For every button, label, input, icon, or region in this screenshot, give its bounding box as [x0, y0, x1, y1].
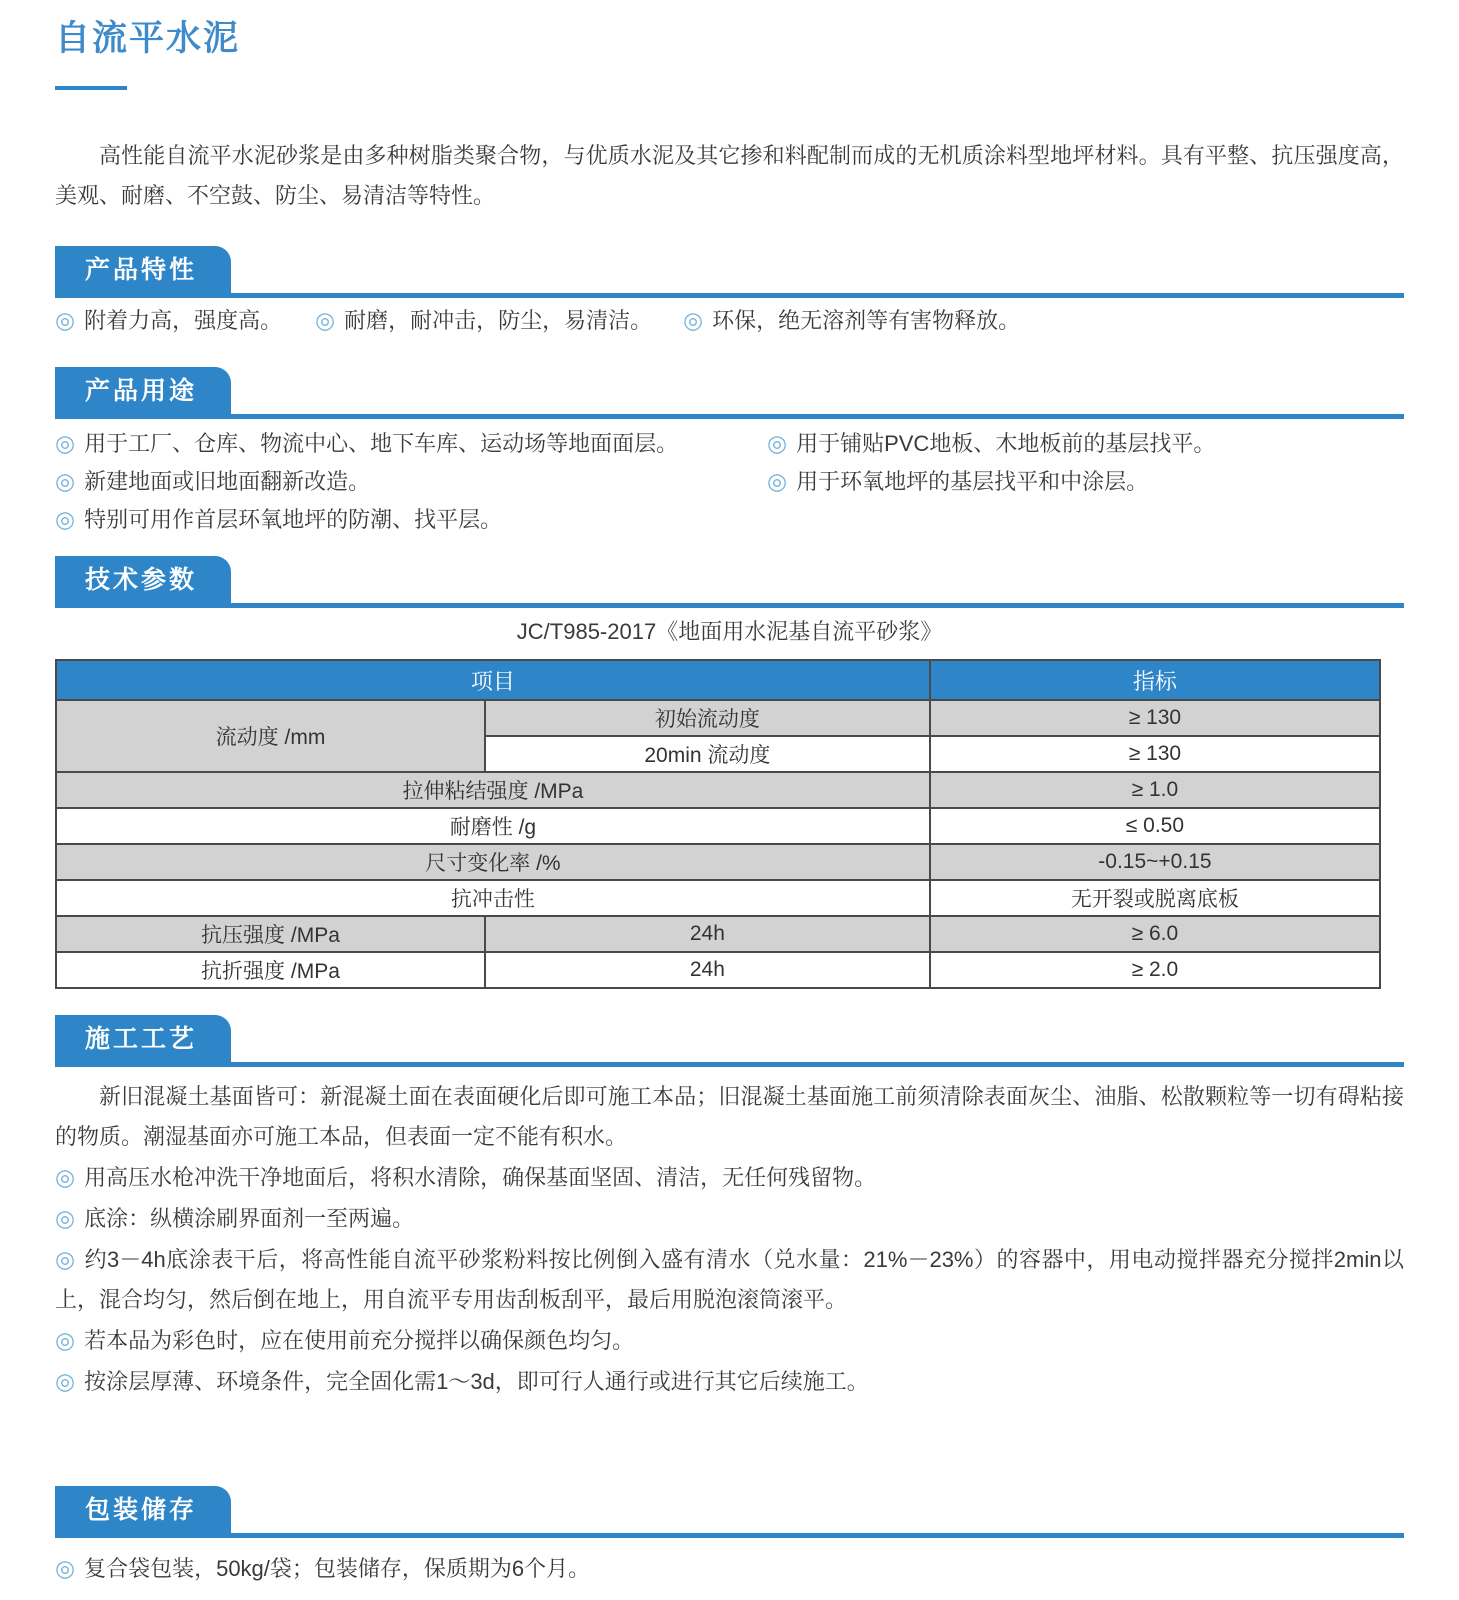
table-cell: ≥ 130: [930, 700, 1380, 736]
table-cell: 初始流动度: [485, 700, 930, 736]
packaging-item-label: 复合袋包装，50kg/袋；包装储存，保质期为6个月。: [84, 1556, 591, 1581]
bullet-icon: ◎: [55, 1327, 76, 1353]
process-item: [55, 1361, 1404, 1402]
section-features-heading: 产品特性: [55, 246, 231, 293]
table-cell: 尺寸变化率 /%: [56, 844, 930, 880]
page-title: 自流平水泥: [55, 19, 241, 58]
section-process-heading: 施工工艺: [55, 1015, 231, 1062]
table-row: [56, 916, 1380, 952]
process-list: [55, 1157, 1404, 1402]
bullet-icon: ◎: [55, 1246, 76, 1272]
bullet-icon: ◎: [315, 307, 336, 333]
use-item-label: 用于工厂、仓库、物流中心、地下车库、运动场等地面面层。: [84, 431, 679, 456]
title-underline: [55, 86, 127, 90]
table-row: [56, 952, 1380, 988]
use-item: [767, 428, 1215, 459]
section-packaging: [55, 1486, 1404, 1589]
table-header-index: 指标: [930, 660, 1380, 700]
section-packaging-heading: 包装储存: [55, 1486, 231, 1533]
section-specs-heading: 技术参数: [55, 556, 231, 603]
process-item: [55, 1239, 1404, 1320]
table-cell: -0.15~+0.15: [930, 844, 1380, 880]
use-item: [55, 428, 767, 459]
use-item-label: 特别可用作首层环氧地坪的防潮、找平层。: [84, 507, 503, 532]
feature-item-label: 耐磨，耐冲击，防尘，易清洁。: [344, 308, 653, 333]
table-cell: 流动度 /mm: [56, 700, 485, 772]
table-row: [56, 808, 1380, 844]
uses-right-column: [767, 428, 1215, 542]
feature-item-label: 环保，绝无溶剂等有害物释放。: [712, 308, 1021, 333]
feature-item: [315, 305, 683, 336]
table-cell: 20min 流动度: [485, 736, 930, 772]
table-cell: 耐磨性 /g: [56, 808, 930, 844]
bullet-icon: ◎: [55, 1164, 76, 1190]
process-item: [55, 1157, 1404, 1198]
use-item: [767, 466, 1215, 497]
bullet-icon: ◎: [55, 506, 76, 532]
bullet-icon: ◎: [55, 1368, 76, 1394]
section-process-banner: [55, 1015, 1404, 1067]
bullet-icon: ◎: [55, 1555, 76, 1581]
table-cell: 24h: [485, 916, 930, 952]
table-cell: 无开裂或脱离底板: [930, 880, 1380, 916]
section-features: [55, 246, 1404, 336]
bullet-icon: ◎: [767, 468, 788, 494]
bullet-icon: ◎: [767, 430, 788, 456]
section-specs-banner: [55, 556, 1404, 608]
section-packaging-banner: [55, 1486, 1404, 1538]
features-list: [55, 305, 1404, 336]
specs-table: [55, 659, 1381, 989]
process-item-label: 用高压水枪冲洗干净地面后，将积水清除，确保基面坚固、清洁，无任何残留物。: [84, 1165, 877, 1190]
bullet-icon: ◎: [55, 430, 76, 456]
specs-table-head: [56, 660, 1380, 700]
table-cell: 抗冲击性: [56, 880, 930, 916]
uses-left-column: [55, 428, 767, 542]
table-header-item: 项目: [56, 660, 930, 700]
specs-table-caption: JC/T985-2017《地面用水泥基自流平砂浆》: [516, 619, 943, 644]
use-item-label: 用于铺贴PVC地板、木地板前的基层找平。: [796, 431, 1216, 456]
section-uses-heading: 产品用途: [55, 367, 231, 414]
section-specs: [55, 556, 1404, 989]
use-item-label: 新建地面或旧地面翻新改造。: [84, 469, 371, 494]
intro-paragraph: 高性能自流平水泥砂浆是由多种树脂类聚合物，与优质水泥及其它掺和料配制而成的无机质涂料型地坪材料。具有平整、抗压强度高，美观、耐磨、不空鼓、防尘、易清洁等特性。: [55, 143, 1404, 208]
table-cell: ≥ 1.0: [930, 772, 1380, 808]
process-item-label: 底涂：纵横涂刷界面剂一至两遍。: [84, 1206, 415, 1231]
table-cell: 拉伸粘结强度 /MPa: [56, 772, 930, 808]
table-cell: 抗折强度 /MPa: [56, 952, 485, 988]
feature-item: [683, 305, 1020, 336]
packaging-item: [55, 1548, 1404, 1589]
table-cell: ≥ 130: [930, 736, 1380, 772]
use-item: [55, 466, 767, 497]
use-item: [55, 504, 767, 535]
table-row: [56, 772, 1380, 808]
table-row: [56, 844, 1380, 880]
process-item-label: 约3－4h底涂表干后，将高性能自流平砂浆粉料按比例倒入盛有清水（兑水量：21%－23%）的容器中，用电动搅拌器充分搅拌2min以上，混合均匀，然后倒在地上，用自流平专用齿刮板刮平，最后用脱泡滚筒滚平。: [55, 1247, 1404, 1312]
bullet-icon: ◎: [55, 468, 76, 494]
process-paragraph: 新旧混凝土基面皆可：新混凝土面在表面硬化后即可施工本品；旧混凝土基面施工前须清除表面灰尘、油脂、松散颗粒等一切有碍粘接的物质。潮湿基面亦可施工本品，但表面一定不能有积水。: [55, 1084, 1404, 1149]
table-cell: 抗压强度 /MPa: [56, 916, 485, 952]
section-uses-banner: [55, 367, 1404, 419]
bullet-icon: ◎: [55, 307, 76, 333]
table-cell: ≥ 2.0: [930, 952, 1380, 988]
table-cell: ≤ 0.50: [930, 808, 1380, 844]
feature-item-label: 附着力高，强度高。: [84, 308, 283, 333]
table-row: [56, 700, 1380, 736]
specs-table-body: [56, 700, 1380, 988]
table-cell: 24h: [485, 952, 930, 988]
uses-columns: [55, 428, 1404, 542]
section-features-banner: [55, 246, 1404, 298]
feature-item: [55, 305, 315, 336]
use-item-label: 用于环氧地坪的基层找平和中涂层。: [796, 469, 1149, 494]
table-header-row: [56, 660, 1380, 700]
process-item: [55, 1198, 1404, 1239]
section-uses: [55, 367, 1404, 542]
bullet-icon: ◎: [55, 1205, 76, 1231]
bullet-icon: ◎: [683, 307, 704, 333]
packaging-list: [55, 1548, 1404, 1589]
table-row: [56, 880, 1380, 916]
process-item-label: 若本品为彩色时，应在使用前充分搅拌以确保颜色均匀。: [84, 1328, 635, 1353]
section-process: [55, 1015, 1404, 1402]
process-item-label: 按涂层厚薄、环境条件，完全固化需1～3d，即可行人通行或进行其它后续施工。: [84, 1369, 869, 1394]
table-cell: ≥ 6.0: [930, 916, 1380, 952]
process-item: [55, 1320, 1404, 1361]
